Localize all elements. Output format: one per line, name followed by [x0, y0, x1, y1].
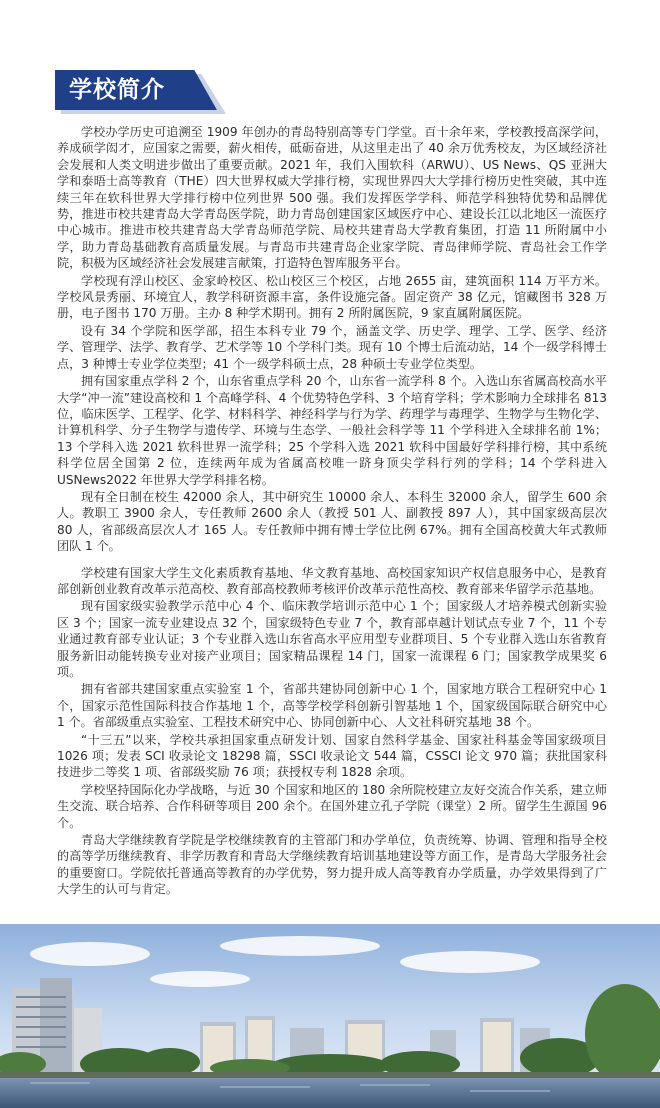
- paragraph-history: 学校办学历史可追溯至 1909 年创办的青岛特别高等专门学堂。百十余年来，学校教授高深学问，养成硕学闳才，应国家之需要，薪火相传，砥砺奋进，从这里走出了 40 余万优秀校友，为区域经济社会发展和人类文明进步做出了重要贡献。2021 年，我们入围软科（ARWU）、US News、QS 亚洲大学和泰晤士高等教育（THE）四大世界权威大学排行榜，实现世界四大大学排行榜历史性突破，其中连续三年在软科世界大学排行榜中位列世界 500 强。我们发挥医学学科、师范学科独特优势和品牌优势，推进市校共建青岛大学青岛医学院，助力青岛创建国家区域医疗中心、建设长江以北地区一流医疗中心城市。推进市校共建青岛大学青岛师范学院、局校共建青岛大学教育集团，打造 11 所附属中小学，助力青岛基础教育高质量发展。与青岛市共建青岛企业家学院、青岛律师学院、青岛社会工作学院，积极为区域经济社会发展建言献策，打造特色智库服务平台。: [57, 125, 607, 271]
- paragraph-labs: 拥有省部共建国家重点实验室 1 个，省部共建协同创新中心 1 个，国家地方联合工程研究中心 1 个，国家示范性国际科技合作基地 1 个，高等学校学科创新引智基地 1 个，国家级国际联合研究中心 1 个。省部级重点实验室、工程技术研究中心、协同创新中心、人文社科研究基地 38 个。: [57, 682, 607, 730]
- paragraph-disciplines: 拥有国家重点学科 2 个，山东省重点学科 20 个，山东省一流学科 8 个。入选山东省属高校高水平大学“冲一流”建设高校和 1 个高峰学科、4 个优势特色学科、3 个培育学科；学术影响力全球排名 813 位，临床医学、工程学、化学、材料科学、神经科学与行为学、药理学与毒理学、生物学与生物化学、计算机科学、分子生物学与遗传学、环境与生态学、一般社会科学等 11 个学科进入全球排名前 1%；13 个学科入选 2021 软科世界一流学科；25 个学科入选 2021 软科中国最好学科排行榜，其中系统科学位居全国第 2 位，连续两年成为省属高校唯一跻身顶尖学科行列的学科；14 个学科进入 USNews2022 年世界大学学科排名榜。: [57, 374, 607, 487]
- paragraph-students: 现有全日制在校生 42000 余人，其中研究生 10000 余人、本科生 32000 余人，留学生 600 余人。教职工 3900 余人，专任教师 2600 余人（教授 501 人、副教授 897 人），其中国家级高层次 80 人，省部级高层次人才 165 人。专任教师中拥有博士学位比例 67%。拥有全国高校黄大年式教师团队 1 个。: [57, 489, 607, 554]
- paragraph-continuing-education: 青岛大学继续教育学院是学校继续教育的主管部门和办学单位，负责统筹、协调、管理和指导全校的高等学历继续教育、非学历教育和青岛大学继续教育培训基地建设等方面工作，是青岛大学服务社会的重要窗口。学院依托普通高等教育的办学优势，努力提升成人高等教育办学质量，办学效果得到了广大学生的认可与肯定。: [57, 833, 607, 897]
- paragraph-research: “十三五”以来，学校共承担国家重点研发计划、国家自然科学基金、国家社科基金等国家级项目 1026 项；发表 SCI 收录论文 18298 篇，SSCI 收录论文 544 篇，CSSCI 论文 970 篇；获批国家科技进步二等奖 1 项、省部级奖励 76 项；获授权专利 1828 余项。: [57, 732, 607, 780]
- paragraph-campus: 学校现有浮山校区、金家岭校区、松山校区三个校区，占地 2655 亩，建筑面积 114 万平方米。学校风景秀丽、环境宜人，教学科研资源丰富，条件设施完备。固定资产 38 亿元，馆藏图书 328 万册，电子图书 170 万册。主办 8 种学术期刊。拥有 2 所附属医院，9 家直属附属医院。: [57, 273, 607, 321]
- campus-photo: [0, 924, 660, 1108]
- section-header: [55, 70, 230, 114]
- paragraph-bases: 学校建有国家大学生文化素质教育基地、华文教育基地、高校国家知识产权信息服务中心，是教育部创新创业教育改革示范高校、教育部高校教师考核评价改革示范性高校、教育部来华留学示范基地。: [57, 565, 607, 596]
- section-title: 学校简介: [69, 77, 165, 103]
- intro-text: [57, 124, 607, 899]
- paragraph-teaching: 现有国家级实验教学示范中心 4 个、临床教学培训示范中心 1 个；国家级人才培养模式创新实验区 3 个；国家一流专业建设点 32 个，国家级特色专业 7 个，教育部卓越计划试点专业 7 个，11 个专业通过教育部专业认证；3 个专业群入选山东省高水平应用型专业群项目、5 个专业群入选山东省教育服务新旧动能转换专业对接产业项目；国家精品课程 14 门，国家一流课程 6 门；国家教学成果奖 6 项。: [57, 599, 607, 679]
- paragraph-international: 学校坚持国际化办学战略，与近 30 个国家和地区的 180 余所院校建立友好交流合作关系，建立师生交流、联合培养、合作科研等项目 200 余个。在国外建立孔子学院（课堂）2 所。留学生生源国 96 个。: [57, 782, 607, 830]
- paragraph-colleges: 设有 34 个学院和医学部，招生本科专业 79 个，涵盖文学、历史学、理学、工学、医学、经济学、管理学、法学、教育学、艺术学等 10 个学科门类。现有 10 个博士后流动站，14 个一级学科博士点，3 种博士专业学位类型；41 个一级学科硕士点，28 种硕士专业学位类型。: [57, 323, 607, 371]
